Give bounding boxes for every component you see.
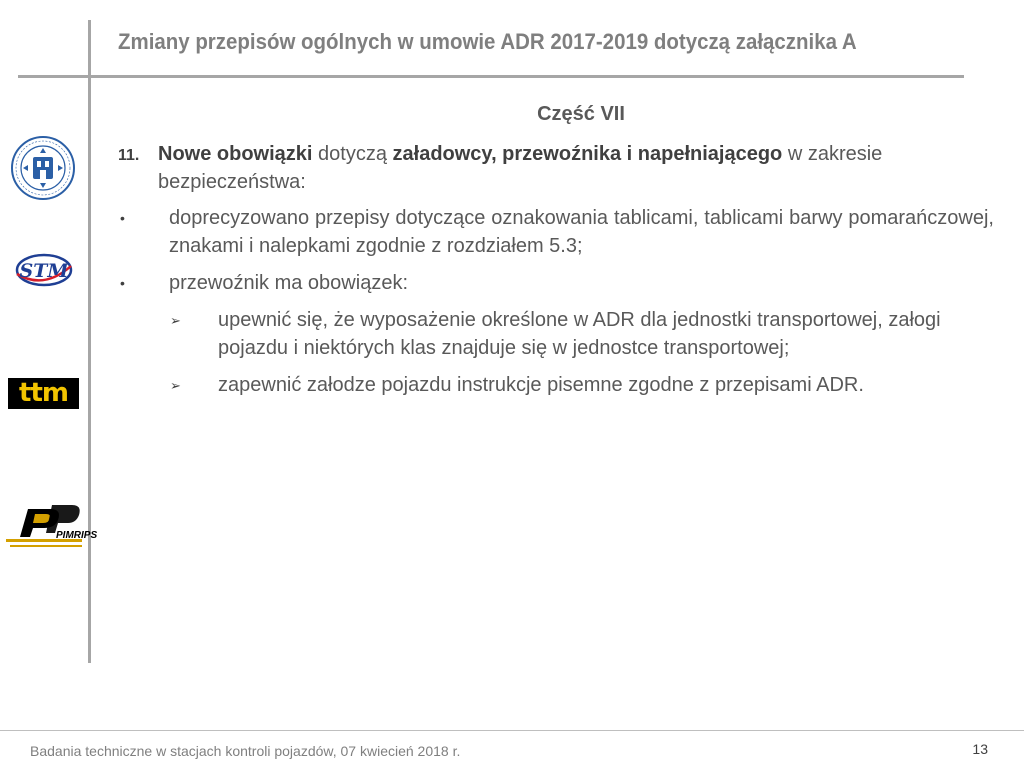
- bullet-text: doprecyzowano przepisy dotyczące oznakowania tablicami, tablicami barwy pomarańczowej, znakami i nalepkami zgodnie z rozdziałem 5.3;: [169, 207, 994, 257]
- item-number: 11.: [118, 147, 140, 164]
- pimrips-logo-text: PIMRIPS: [56, 530, 98, 541]
- university-seal-logo: [10, 135, 76, 201]
- sub-item: [118, 371, 994, 399]
- sub-item-text: upewnić się, że wyposażenie określone w ADR dla jednostki transportowej, załogi pojazdu i niektórych klas znajduje się w jednostce transportowej;: [218, 309, 941, 359]
- stm-logo: [14, 250, 74, 290]
- pimrips-logo: [6, 503, 98, 549]
- part-heading: Część VII: [537, 103, 625, 125]
- numbered-item: [118, 140, 994, 196]
- sub-item: [118, 306, 994, 362]
- footer-divider: [0, 730, 1024, 731]
- title-underline: [18, 75, 964, 78]
- bullet-item: [118, 204, 994, 260]
- bullet-marker: •: [120, 210, 125, 226]
- item-text: dotyczą: [312, 143, 393, 165]
- ttm-logo: ttm: [8, 378, 79, 409]
- vertical-divider: [88, 20, 91, 663]
- item-lead-bold: Nowe obowiązki: [158, 143, 313, 165]
- arrow-bullet-icon: ➢: [170, 313, 181, 328]
- item-bold-parties: załadowcy, przewoźnika i napełniającego: [392, 143, 783, 165]
- slide-content: [118, 140, 994, 408]
- page-number: 13: [972, 741, 988, 757]
- bullet-marker: •: [120, 275, 125, 291]
- footer-text: Badania techniczne w stacjach kontroli pojazdów, 07 kwiecień 2018 r.: [30, 743, 461, 759]
- bullet-text: przewoźnik ma obowiązek:: [169, 272, 408, 294]
- item-text-end: w zakresie bezpieczeństwa:: [158, 143, 883, 193]
- arrow-bullet-icon: ➢: [170, 378, 181, 393]
- slide-title: Zmiany przepisów ogólnych w umowie ADR 2017-2019 dotyczą załącznika A: [118, 29, 857, 54]
- sub-item-text: zapewnić załodze pojazdu instrukcje pisemne zgodne z przepisami ADR.: [218, 374, 864, 396]
- stm-logo-text: STM: [19, 260, 69, 282]
- bullet-item: [118, 269, 994, 297]
